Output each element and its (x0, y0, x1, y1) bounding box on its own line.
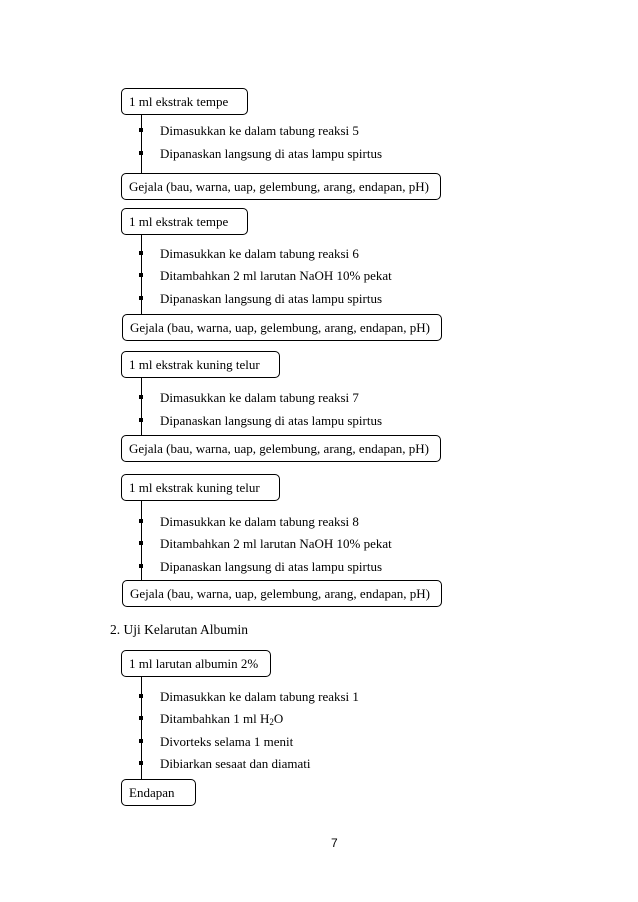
step-text: Dimasukkan ke dalam tabung reaksi 7 (160, 390, 359, 405)
bullet-icon (139, 739, 143, 743)
step-text-h2o (160, 712, 283, 726)
step-text: Ditambahkan 2 ml larutan NaOH 10% pekat (160, 268, 392, 283)
bullet-icon (139, 519, 143, 523)
step-text: Dipanaskan langsung di atas lampu spirtus (160, 559, 383, 574)
bullet-icon (139, 151, 143, 155)
flow-connector (141, 114, 142, 174)
page-number: 7 (331, 836, 338, 850)
section-heading: 2. Uji Kelarutan Albumin (110, 622, 248, 637)
step-text: Dimasukkan ke dalam tabung reaksi 6 (160, 246, 359, 261)
bullet-icon (139, 564, 143, 568)
input-box: 1 ml larutan albumin 2% (121, 650, 271, 677)
bullet-icon (139, 694, 143, 698)
input-box: 1 ml ekstrak kuning telur (121, 351, 280, 378)
bullet-icon (139, 541, 143, 545)
step-h2o-subscript: 2 (269, 717, 274, 727)
step-text: Dimasukkan ke dalam tabung reaksi 1 (160, 689, 359, 704)
input-box: 1 ml ekstrak tempe (121, 208, 248, 235)
step-text: Dibiarkan sesaat dan diamati (160, 756, 311, 771)
step-text: Dipanaskan langsung di atas lampu spirtus (160, 291, 383, 306)
input-box: 1 ml ekstrak tempe (121, 88, 248, 115)
step-h2o-prefix: Ditambahkan 1 ml H (160, 711, 270, 726)
bullet-icon (139, 251, 143, 255)
bullet-icon (139, 128, 143, 132)
bullet-icon (139, 418, 143, 422)
step-text: Dipanaskan langsung di atas lampu spirtus (160, 146, 383, 161)
result-box: Gejala (bau, warna, uap, gelembung, arang, endapan, pH) (122, 314, 442, 341)
bullet-icon (139, 273, 143, 277)
step-text: Divorteks selama 1 menit (160, 734, 294, 749)
result-box: Gejala (bau, warna, uap, gelembung, arang, endapan, pH) (122, 580, 442, 607)
bullet-icon (139, 716, 143, 720)
input-box: 1 ml ekstrak kuning telur (121, 474, 280, 501)
step-text: Ditambahkan 2 ml larutan NaOH 10% pekat (160, 536, 392, 551)
result-box: Gejala (bau, warna, uap, gelembung, arang, endapan, pH) (121, 435, 441, 462)
step-text: Dimasukkan ke dalam tabung reaksi 8 (160, 514, 359, 529)
bullet-icon (139, 296, 143, 300)
step-h2o-suffix: O (273, 711, 284, 726)
step-text: Dipanaskan langsung di atas lampu spirtus (160, 413, 383, 428)
flow-connector (141, 377, 142, 437)
step-text: Dimasukkan ke dalam tabung reaksi 5 (160, 123, 359, 138)
bullet-icon (139, 395, 143, 399)
result-box: Endapan (121, 779, 196, 806)
bullet-icon (139, 761, 143, 765)
result-box: Gejala (bau, warna, uap, gelembung, arang, endapan, pH) (121, 173, 441, 200)
